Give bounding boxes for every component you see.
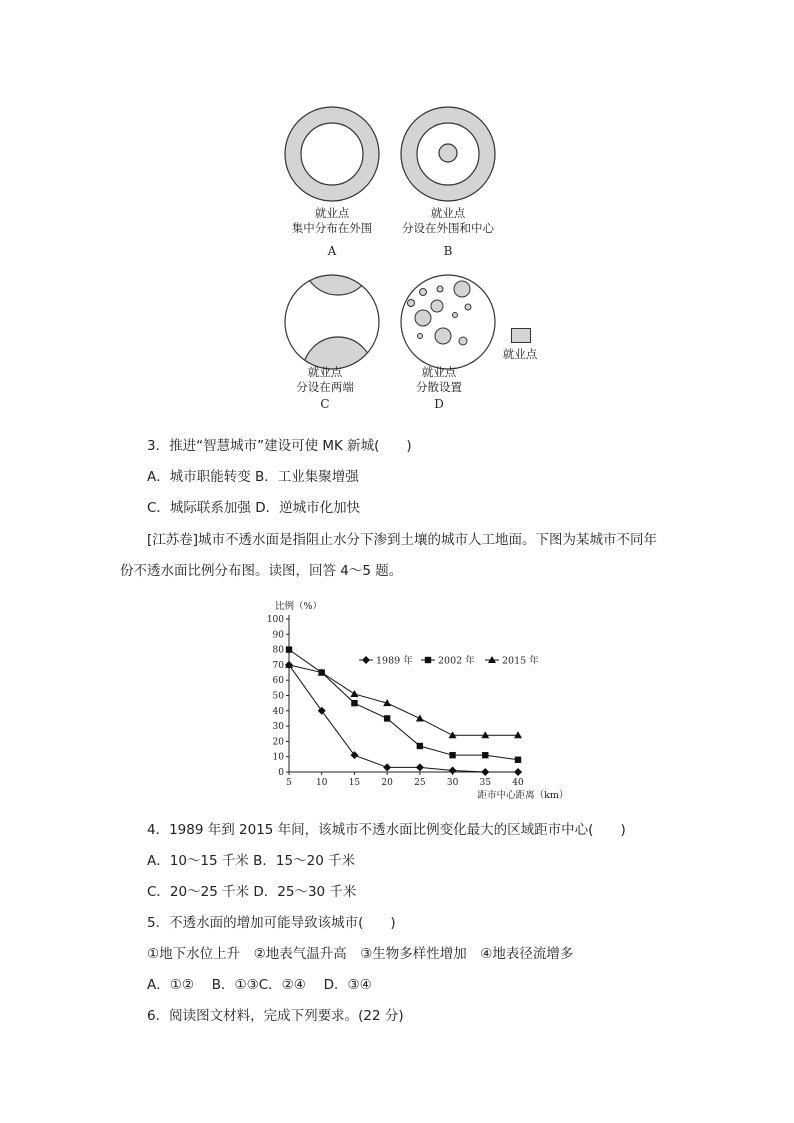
- panel-b-caption-2: 分设在外围和中心: [402, 221, 494, 235]
- legend-swatch: [511, 328, 531, 343]
- series-0-point: [514, 768, 522, 776]
- q5-stem: 5．不透水面的增加可能导致该城市( ): [147, 915, 396, 931]
- series-1-point: [351, 700, 357, 706]
- y-tick-label: 60: [272, 676, 284, 687]
- panel-b-center: [439, 144, 457, 162]
- x-tick-label: 5: [286, 778, 292, 788]
- legend-label-1: 2002 年: [438, 655, 475, 667]
- legend-label-2: 2015 年: [502, 655, 539, 667]
- q3-option-ab: A．城市职能转变 B．工业集聚增强: [147, 469, 359, 485]
- series-2-point: [416, 714, 424, 721]
- series-0-point: [416, 763, 424, 771]
- y-tick-label: 100: [266, 615, 284, 625]
- series-1-point: [515, 757, 521, 763]
- chart-x-axis-label: 距市中心距离（km）: [477, 790, 569, 801]
- q5-choices: ①地下水位上升 ②地表气温升高 ③生物多样性增加 ④地表径流增多: [147, 946, 574, 962]
- chart-legend: [359, 655, 539, 667]
- panel-a-letter: A: [327, 244, 337, 258]
- q3-stem: 3．推进“智慧城市”建设可使 MK 新城( ): [147, 438, 412, 454]
- panel-b-caption-1: 就业点: [430, 206, 466, 220]
- x-tick-label: 35: [479, 778, 492, 788]
- legend-marker-1: [425, 657, 431, 663]
- series-0-point: [481, 768, 489, 776]
- x-tick-label: 25: [414, 778, 426, 788]
- panel-a-caption-1: 就业点: [314, 206, 350, 220]
- y-tick-label: 50: [272, 691, 284, 702]
- panel-c-caption-1: 就业点: [307, 365, 343, 379]
- series-0-point: [383, 763, 391, 771]
- legend-marker-0: [362, 656, 370, 664]
- series-1-point: [417, 743, 423, 749]
- series-0-point: [449, 766, 457, 774]
- y-tick-label: 90: [272, 630, 284, 641]
- panel-d-caption-1: 就业点: [421, 365, 457, 379]
- panel-c-letter: C: [320, 397, 330, 411]
- series-1-point: [286, 646, 292, 652]
- x-tick-label: 10: [315, 778, 328, 788]
- intro-line-1: [江苏卷]城市不透水面是指阻止水分下渗到土壤的城市人工地面。下图为某城市不同年: [147, 532, 658, 548]
- q4-option-cd: C．20～25 千米 D．25～30 千米: [147, 884, 357, 900]
- panel-d-caption-2: 分散设置: [416, 380, 462, 394]
- series-1-point: [482, 752, 488, 758]
- y-tick-label: 80: [272, 645, 284, 656]
- panel-a-caption-2: 集中分布在外围: [291, 221, 373, 235]
- series-1-point: [449, 752, 455, 758]
- q5-options: A．①② B．①③C．②④ D．③④: [147, 977, 372, 993]
- legend-label: 就业点: [502, 347, 538, 361]
- intro-line-2: 份不透水面比例分布图。读图，回答 4～5 题。: [120, 563, 403, 579]
- chart-axes: [267, 615, 524, 788]
- panel-d-letter: D: [434, 397, 444, 411]
- x-tick-label: 30: [446, 778, 459, 788]
- x-tick-label: 20: [381, 778, 393, 788]
- q3-option-cd: C．城际联系加强 D．逆城市化加快: [147, 500, 361, 516]
- legend-label-0: 1989 年: [376, 655, 413, 667]
- y-tick-label: 20: [272, 737, 284, 748]
- y-tick-label: 10: [272, 752, 284, 763]
- panel-d-outline: [401, 275, 495, 369]
- impervious-surface-chart: [255, 595, 569, 805]
- series-0-point: [318, 707, 326, 715]
- x-tick-label: 15: [348, 778, 361, 788]
- panel-c-caption-2: 分设在两端: [296, 380, 354, 394]
- q6-stem: 6．阅读图文材料，完成下列要求。(22 分): [147, 1008, 404, 1024]
- chart-y-axis-label: 比例（%）: [275, 601, 323, 612]
- y-tick-label: 70: [272, 660, 284, 671]
- series-2-point: [350, 690, 358, 697]
- x-tick-label: 40: [512, 778, 524, 788]
- q4-stem: 4．1989 年到 2015 年间，该城市不透水面比例变化最大的区域距市中心( ): [147, 822, 626, 838]
- y-tick-label: 0: [278, 768, 284, 778]
- y-tick-label: 40: [272, 706, 284, 717]
- panel-b-letter: B: [443, 244, 453, 258]
- y-tick-label: 30: [272, 722, 284, 733]
- series-0-point: [350, 751, 358, 759]
- panel-a-inner: [301, 123, 363, 185]
- series-1-point: [384, 715, 390, 721]
- q4-option-ab: A．10～15 千米 B．15～20 千米: [147, 853, 356, 869]
